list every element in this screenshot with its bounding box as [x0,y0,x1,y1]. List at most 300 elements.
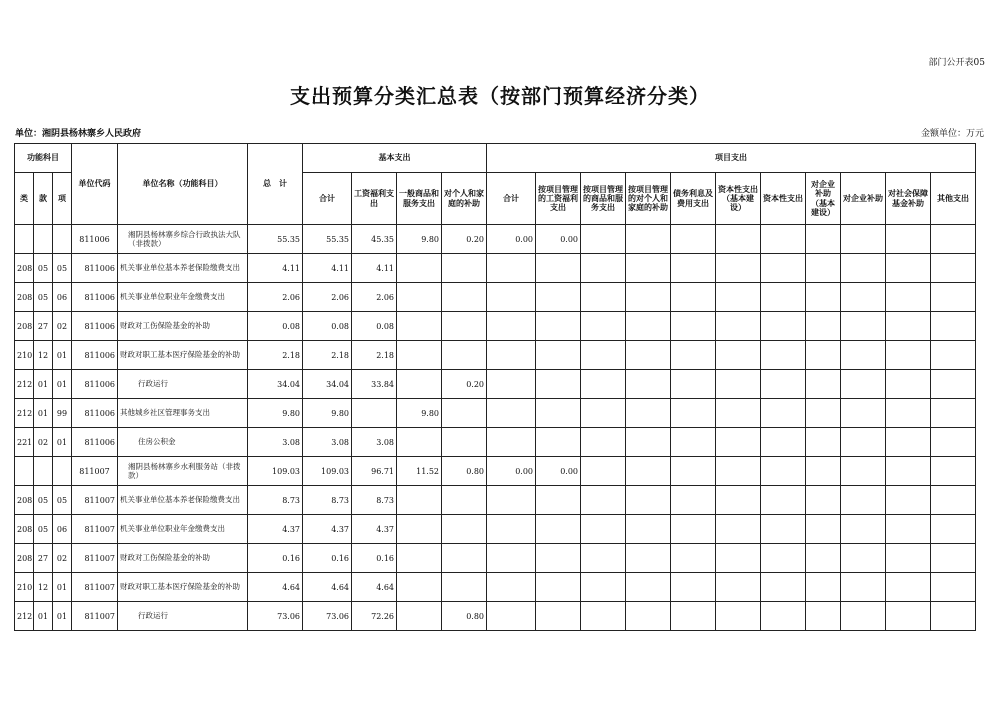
table-row [15,486,976,515]
basic-sum-header: 合计 [303,173,352,225]
empty-cell [806,283,841,312]
empty-cell [581,486,626,515]
empty-cell [886,370,931,399]
project-salary-cell [536,486,581,515]
kuan-header: 款 [34,173,53,225]
xiang-cell: 02 [53,312,72,341]
empty-cell [931,515,976,544]
project-salary-cell: 0.00 [536,457,581,486]
total-cell: 4.37 [248,515,303,544]
page-title: 支出预算分类汇总表（按部门预算经济分类） [290,84,710,108]
empty-cell [671,283,716,312]
empty-cell [626,602,671,631]
project-sum-cell: 0.00 [487,225,536,254]
basic-salary-cell: 33.84 [352,370,397,399]
total-cell: 4.11 [248,254,303,283]
empty-cell [671,515,716,544]
xiang-cell [53,225,72,254]
project-salary-cell [536,544,581,573]
lei-cell: 212 [15,370,34,399]
project-capital-header: 资本性支出 [761,173,806,225]
basic-personal-header: 对个人和家庭的补助 [442,173,487,225]
empty-cell [806,254,841,283]
empty-cell [716,573,761,602]
basic-salary-cell: 0.16 [352,544,397,573]
basic-goods-cell [397,486,442,515]
project-salary-cell [536,515,581,544]
empty-cell [626,515,671,544]
lei-cell: 208 [15,544,34,573]
project-social-header: 对社会保障基金补助 [886,173,931,225]
basic-salary-header: 工资福利支出 [352,173,397,225]
basic-goods-cell: 11.52 [397,457,442,486]
empty-cell [716,399,761,428]
empty-cell [716,225,761,254]
lei-cell [15,457,34,486]
basic-sum-cell: 4.37 [303,515,352,544]
project-salary-header: 按项目管理的工资福利支出 [536,173,581,225]
empty-cell [886,602,931,631]
empty-cell [716,312,761,341]
empty-cell [671,254,716,283]
empty-cell [886,515,931,544]
basic-goods-cell [397,254,442,283]
empty-cell [841,515,886,544]
lei-cell: 208 [15,283,34,312]
project-sum-cell [487,428,536,457]
empty-cell [581,544,626,573]
empty-cell [806,428,841,457]
project-expense-header: 项目支出 [487,144,976,173]
empty-cell [931,370,976,399]
empty-cell [716,486,761,515]
basic-goods-cell [397,573,442,602]
unit-label: 单位：湘阴县杨林寨乡人民政府 [15,129,142,139]
empty-cell [841,341,886,370]
basic-sum-cell: 4.11 [303,254,352,283]
empty-cell [581,341,626,370]
basic-salary-cell: 2.06 [352,283,397,312]
unit-code-cell: 811006 [72,341,118,370]
unit-code-cell: 811007 [72,457,118,486]
empty-cell [931,486,976,515]
empty-cell [931,428,976,457]
empty-cell [841,573,886,602]
money-unit-label: 金额单位：万元 [920,129,984,139]
total-cell: 109.03 [248,457,303,486]
empty-cell [931,225,976,254]
empty-cell [806,544,841,573]
unit-name-cell: 机关事业单位基本养老保险缴费支出 [118,486,248,515]
basic-personal-cell [442,573,487,602]
empty-cell [716,254,761,283]
unit-name-cell: 住房公积金 [118,428,248,457]
project-salary-cell: 0.00 [536,225,581,254]
basic-personal-cell: 0.20 [442,225,487,254]
project-sum-cell [487,399,536,428]
basic-personal-cell [442,515,487,544]
empty-cell [806,225,841,254]
table-row [15,341,976,370]
project-salary-cell [536,428,581,457]
unit-code-cell: 811006 [72,428,118,457]
basic-personal-cell: 0.20 [442,370,487,399]
empty-cell [626,486,671,515]
basic-sum-cell: 0.08 [303,312,352,341]
kuan-cell: 05 [34,254,53,283]
empty-cell [841,370,886,399]
kuan-cell: 05 [34,486,53,515]
project-salary-cell [536,283,581,312]
unit-name-cell: 财政对工伤保险基金的补助 [118,312,248,341]
empty-cell [761,486,806,515]
empty-cell [671,341,716,370]
empty-cell [671,486,716,515]
basic-salary-cell: 4.11 [352,254,397,283]
kuan-cell: 27 [34,312,53,341]
basic-personal-cell: 0.80 [442,602,487,631]
empty-cell [931,283,976,312]
empty-cell [626,544,671,573]
project-salary-cell [536,573,581,602]
empty-cell [761,428,806,457]
empty-cell [886,399,931,428]
unit-code-cell: 811006 [72,254,118,283]
empty-cell [886,254,931,283]
basic-sum-cell: 8.73 [303,486,352,515]
basic-goods-cell [397,602,442,631]
empty-cell [886,544,931,573]
kuan-cell: 01 [34,370,53,399]
project-sum-cell [487,341,536,370]
basic-sum-cell: 109.03 [303,457,352,486]
form-number: 部门公开表05 [928,58,985,68]
project-sum-cell [487,544,536,573]
unit-code-cell: 811007 [72,573,118,602]
lei-cell: 208 [15,486,34,515]
basic-expense-header: 基本支出 [303,144,487,173]
empty-cell [841,544,886,573]
total-cell: 0.08 [248,312,303,341]
table-row [15,283,976,312]
total-cell: 2.18 [248,341,303,370]
table-row [15,399,976,428]
table-row [15,544,976,573]
xiang-cell: 06 [53,515,72,544]
empty-cell [841,486,886,515]
empty-cell [841,254,886,283]
project-sum-cell [487,602,536,631]
empty-cell [761,312,806,341]
empty-cell [581,370,626,399]
empty-cell [841,225,886,254]
total-cell: 0.16 [248,544,303,573]
unit-name-cell: 湘阴县杨林寨乡水利服务站（非拨款） [118,457,248,486]
basic-goods-cell [397,515,442,544]
project-salary-cell [536,341,581,370]
basic-sum-cell: 2.06 [303,283,352,312]
basic-sum-cell: 55.35 [303,225,352,254]
xiang-cell: 05 [53,486,72,515]
empty-cell [886,486,931,515]
unit-name-cell: 其他城乡社区管理事务支出 [118,399,248,428]
empty-cell [806,399,841,428]
empty-cell [761,283,806,312]
project-sum-cell [487,486,536,515]
empty-cell [626,341,671,370]
project-salary-cell [536,399,581,428]
empty-cell [761,457,806,486]
basic-personal-cell [442,544,487,573]
project-sum-cell [487,573,536,602]
project-capital-basic-header: 资本性支出（基本建设） [716,173,761,225]
empty-cell [761,254,806,283]
project-sum-cell [487,312,536,341]
xiang-cell: 01 [53,573,72,602]
empty-cell [581,602,626,631]
kuan-cell: 01 [34,399,53,428]
xiang-cell: 05 [53,254,72,283]
basic-salary-cell: 3.08 [352,428,397,457]
basic-salary-cell: 8.73 [352,486,397,515]
lei-cell: 208 [15,515,34,544]
unit-name-header: 单位名称（功能科目） [118,144,248,225]
unit-code-cell: 811006 [72,312,118,341]
empty-cell [841,457,886,486]
lei-cell: 210 [15,341,34,370]
empty-cell [886,312,931,341]
empty-cell [626,573,671,602]
table-row [15,515,976,544]
unit-code-cell: 811007 [72,486,118,515]
project-personal-header: 按项目管理的对个人和家庭的补助 [626,173,671,225]
empty-cell [761,341,806,370]
project-sum-cell [487,370,536,399]
basic-salary-cell: 4.64 [352,573,397,602]
table-row [15,370,976,399]
empty-cell [716,515,761,544]
project-enterprise-header: 对企业补助 [841,173,886,225]
basic-sum-cell: 4.64 [303,573,352,602]
unit-name-cell: 行政运行 [118,370,248,399]
lei-cell: 212 [15,602,34,631]
xiang-cell: 06 [53,283,72,312]
lei-cell: 212 [15,399,34,428]
project-debt-header: 债务利息及费用支出 [671,173,716,225]
empty-cell [626,312,671,341]
empty-cell [806,573,841,602]
empty-cell [931,602,976,631]
basic-personal-cell [442,283,487,312]
empty-cell [581,312,626,341]
basic-salary-cell: 96.71 [352,457,397,486]
unit-name-cell: 机关事业单位基本养老保险缴费支出 [118,254,248,283]
lei-cell: 208 [15,254,34,283]
total-cell: 9.80 [248,399,303,428]
empty-cell [581,457,626,486]
empty-cell [931,573,976,602]
xiang-cell: 99 [53,399,72,428]
empty-cell [671,544,716,573]
empty-cell [581,399,626,428]
total-cell: 3.08 [248,428,303,457]
lei-cell: 210 [15,573,34,602]
empty-cell [761,544,806,573]
empty-cell [761,515,806,544]
unit-code-cell: 811006 [72,283,118,312]
empty-cell [761,225,806,254]
empty-cell [761,573,806,602]
empty-cell [841,283,886,312]
total-cell: 4.64 [248,573,303,602]
lei-cell: 221 [15,428,34,457]
empty-cell [671,457,716,486]
total-cell: 55.35 [248,225,303,254]
kuan-cell: 05 [34,515,53,544]
lei-cell: 208 [15,312,34,341]
basic-salary-cell: 45.35 [352,225,397,254]
empty-cell [806,602,841,631]
empty-cell [626,254,671,283]
unit-name-cell: 机关事业单位职业年金缴费支出 [118,515,248,544]
empty-cell [841,428,886,457]
table-row [15,312,976,341]
table-row [15,428,976,457]
empty-cell [841,399,886,428]
table-row [15,225,976,254]
basic-goods-cell [397,428,442,457]
empty-cell [716,544,761,573]
project-salary-cell [536,312,581,341]
basic-personal-cell: 0.80 [442,457,487,486]
basic-sum-cell: 2.18 [303,341,352,370]
unit-code-cell: 811006 [72,399,118,428]
basic-salary-cell: 0.08 [352,312,397,341]
basic-sum-cell: 9.80 [303,399,352,428]
empty-cell [671,312,716,341]
basic-sum-cell: 3.08 [303,428,352,457]
empty-cell [716,341,761,370]
table-row [15,254,976,283]
empty-cell [716,428,761,457]
project-goods-header: 按项目管理的商品和服务支出 [581,173,626,225]
unit-code-cell: 811006 [72,225,118,254]
empty-cell [581,254,626,283]
empty-cell [886,428,931,457]
xiang-cell: 01 [53,341,72,370]
empty-cell [806,312,841,341]
empty-cell [626,457,671,486]
table-row [15,573,976,602]
basic-salary-cell: 72.26 [352,602,397,631]
empty-cell [626,283,671,312]
basic-goods-cell [397,370,442,399]
xiang-cell: 01 [53,602,72,631]
kuan-cell [34,457,53,486]
empty-cell [671,573,716,602]
empty-cell [626,399,671,428]
empty-cell [806,457,841,486]
empty-cell [671,225,716,254]
unit-code-cell: 811007 [72,515,118,544]
unit-name-cell: 财政对工伤保险基金的补助 [118,544,248,573]
project-sum-cell [487,515,536,544]
unit-code-header: 单位代码 [72,144,118,225]
empty-cell [581,428,626,457]
empty-cell [806,515,841,544]
unit-code-cell: 811007 [72,544,118,573]
basic-salary-cell: 2.18 [352,341,397,370]
empty-cell [626,428,671,457]
empty-cell [886,225,931,254]
empty-cell [671,370,716,399]
budget-table [14,143,976,631]
table-row [15,457,976,486]
kuan-cell: 02 [34,428,53,457]
total-cell: 34.04 [248,370,303,399]
xiang-header: 项 [53,173,72,225]
basic-sum-cell: 34.04 [303,370,352,399]
empty-cell [806,486,841,515]
unit-code-cell: 811006 [72,370,118,399]
basic-goods-cell: 9.80 [397,225,442,254]
empty-cell [761,370,806,399]
unit-name-cell: 机关事业单位职业年金缴费支出 [118,283,248,312]
unit-code-cell: 811007 [72,602,118,631]
basic-goods-cell [397,341,442,370]
basic-personal-cell [442,254,487,283]
basic-goods-cell [397,283,442,312]
total-cell: 2.06 [248,283,303,312]
xiang-cell [53,457,72,486]
kuan-cell: 12 [34,341,53,370]
empty-cell [716,457,761,486]
unit-name-cell: 行政运行 [118,602,248,631]
basic-sum-cell: 0.16 [303,544,352,573]
basic-salary-cell [352,399,397,428]
empty-cell [671,602,716,631]
empty-cell [761,602,806,631]
empty-cell [761,399,806,428]
xiang-cell: 02 [53,544,72,573]
empty-cell [886,457,931,486]
project-sum-cell: 0.00 [487,457,536,486]
empty-cell [716,602,761,631]
basic-personal-cell [442,341,487,370]
basic-goods-cell [397,544,442,573]
xiang-cell: 01 [53,370,72,399]
kuan-cell: 12 [34,573,53,602]
unit-name-cell: 湘阴县杨林寨乡综合行政执法大队（非拨款） [118,225,248,254]
unit-name-cell: 财政对职工基本医疗保险基金的补助 [118,341,248,370]
empty-cell [581,225,626,254]
total-cell: 8.73 [248,486,303,515]
empty-cell [931,457,976,486]
project-salary-cell [536,602,581,631]
empty-cell [581,573,626,602]
empty-cell [716,283,761,312]
basic-salary-cell: 4.37 [352,515,397,544]
basic-goods-cell: 9.80 [397,399,442,428]
empty-cell [671,428,716,457]
project-salary-cell [536,254,581,283]
total-header: 总 计 [248,144,303,225]
total-cell: 73.06 [248,602,303,631]
project-enterprise-basic-header: 对企业补助（基本建设） [806,173,841,225]
project-other-header: 其他支出 [931,173,976,225]
basic-personal-cell [442,428,487,457]
empty-cell [931,312,976,341]
